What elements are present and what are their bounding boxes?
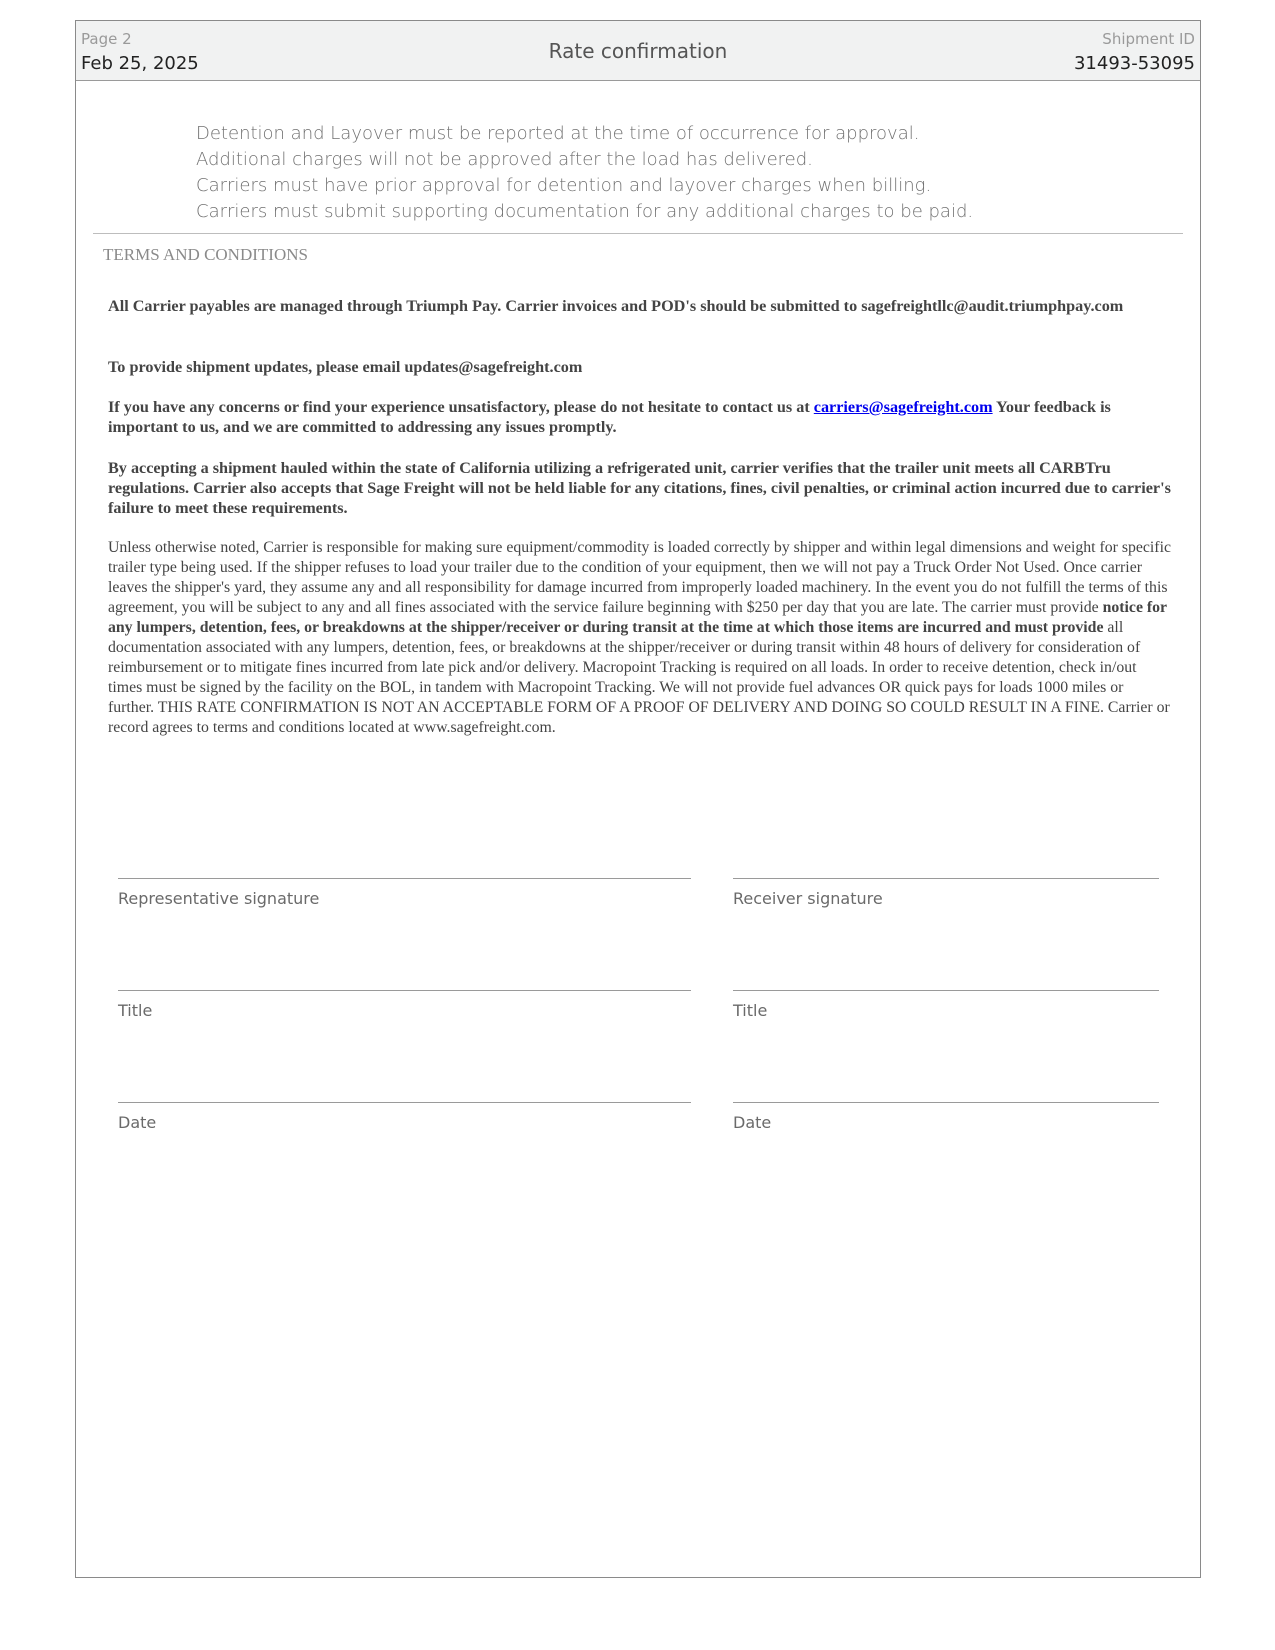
note-line: Carriers must submit supporting documentation for any additional charges to be paid. — [196, 201, 974, 222]
rep-date-label: Date — [118, 1113, 157, 1132]
concerns-text: If you have any concerns or find your experience unsatisfactory, please do not hesitate to contact us at — [108, 398, 814, 416]
note-line: Detention and Layover must be reported at the time of occurrence for approval. — [196, 123, 920, 144]
page-title: Rate confirmation — [548, 39, 728, 63]
shipment-id: 31493-53095 — [1073, 53, 1195, 74]
page-number: Page 2 — [81, 30, 132, 48]
charge-notes — [196, 121, 1196, 225]
carriers-email-link[interactable]: carriers@sagefreight.com — [813, 398, 993, 416]
receiver-title-label: Title — [733, 1001, 768, 1020]
note-line: Additional charges will not be approved after the load has delivered. — [196, 149, 813, 170]
general-text-bold: notice for any lumpers, detention, fees, or breakdowns at the shipper/receiver or during transit at the time at which those items are incurred and must provide — [108, 599, 1167, 636]
concerns-text-end: Your feedback is important to us, and we are committed to addressing any issues promptly. — [108, 398, 1111, 436]
general-text-end: all documentation associated with any lumpers, detention, fees, or breakdowns at the shipper/receiver or during transit within 48 hours of delivery for consideration of reimbursement or to mitigate fines incurred from late pick and/or delivery. Macropoint Tracking is required on all loads. In order to receive detention, check in/out times must be signed by the facility on the BOL, in tandem with Macropoint Tracking. We will not provide fuel advances OR quick pays for loads 1000 miles or further. THIS RATE CONFIRMATION IS NOT AN ACCEPTABLE FORM OF A PROOF OF DELIVERY AND DOING SO COULD RESULT IN A FINE. Carrier or record agrees to terms and conditions located at www.sagefreight.com. — [108, 619, 1170, 736]
rep-title-line[interactable] — [118, 990, 691, 991]
page-header — [76, 21, 1200, 81]
terms-updates-paragraph: To provide shipment updates, please email updates@sagefreight.com — [108, 358, 583, 376]
terms-concerns-paragraph — [108, 397, 1171, 437]
section-divider — [93, 233, 1183, 234]
rep-date-line[interactable] — [118, 1102, 691, 1103]
receiver-date-line[interactable] — [733, 1102, 1159, 1103]
receiver-title-line[interactable] — [733, 990, 1159, 991]
rep-signature-label: Representative signature — [118, 889, 320, 908]
terms-california-paragraph: By accepting a shipment hauled within the state of California utilizing a refrigerated unit, carrier verifies that the trailer unit meets all CARBTru regulations. Carrier also accepts that Sage Freight will not be held liable for any citations, fines, civil penalties, or criminal action incurred due to carrier's failure to meet these requirements. — [108, 459, 1171, 517]
terms-general-paragraph — [108, 538, 1171, 738]
document-date: Feb 25, 2025 — [81, 53, 199, 74]
terms-payables-paragraph: All Carrier payables are managed through Triumph Pay. Carrier invoices and POD's should be submitted to sagefreightllc@audit.triumphpay.com — [108, 297, 1124, 315]
receiver-signature-label: Receiver signature — [733, 889, 883, 908]
shipment-id-label: Shipment ID — [1102, 30, 1195, 48]
note-line: Carriers must have prior approval for detention and layover charges when billing. — [196, 175, 932, 196]
receiver-date-label: Date — [733, 1113, 772, 1132]
rep-signature-line[interactable] — [118, 878, 691, 879]
terms-heading: TERMS AND CONDITIONS — [103, 245, 308, 264]
general-text: Unless otherwise noted, Carrier is responsible for making sure equipment/commodity is loaded correctly by shipper and within legal dimensions and weight for specific trailer type being used. If the shipper refuses to load your trailer due to the condition of your equipment, then we will not pay a Truck Order Not Used. Once carrier leaves the shipper's yard, they assume any and all responsibility for damage incurred from improperly loaded machinery. In the event you do not fulfill the terms of this agreement, you will be subject to any and all fines associated with the service failure beginning with $250 per day that you are late. The carrier must provide — [108, 539, 1171, 616]
rep-title-label: Title — [118, 1001, 153, 1020]
receiver-signature-line[interactable] — [733, 878, 1159, 879]
